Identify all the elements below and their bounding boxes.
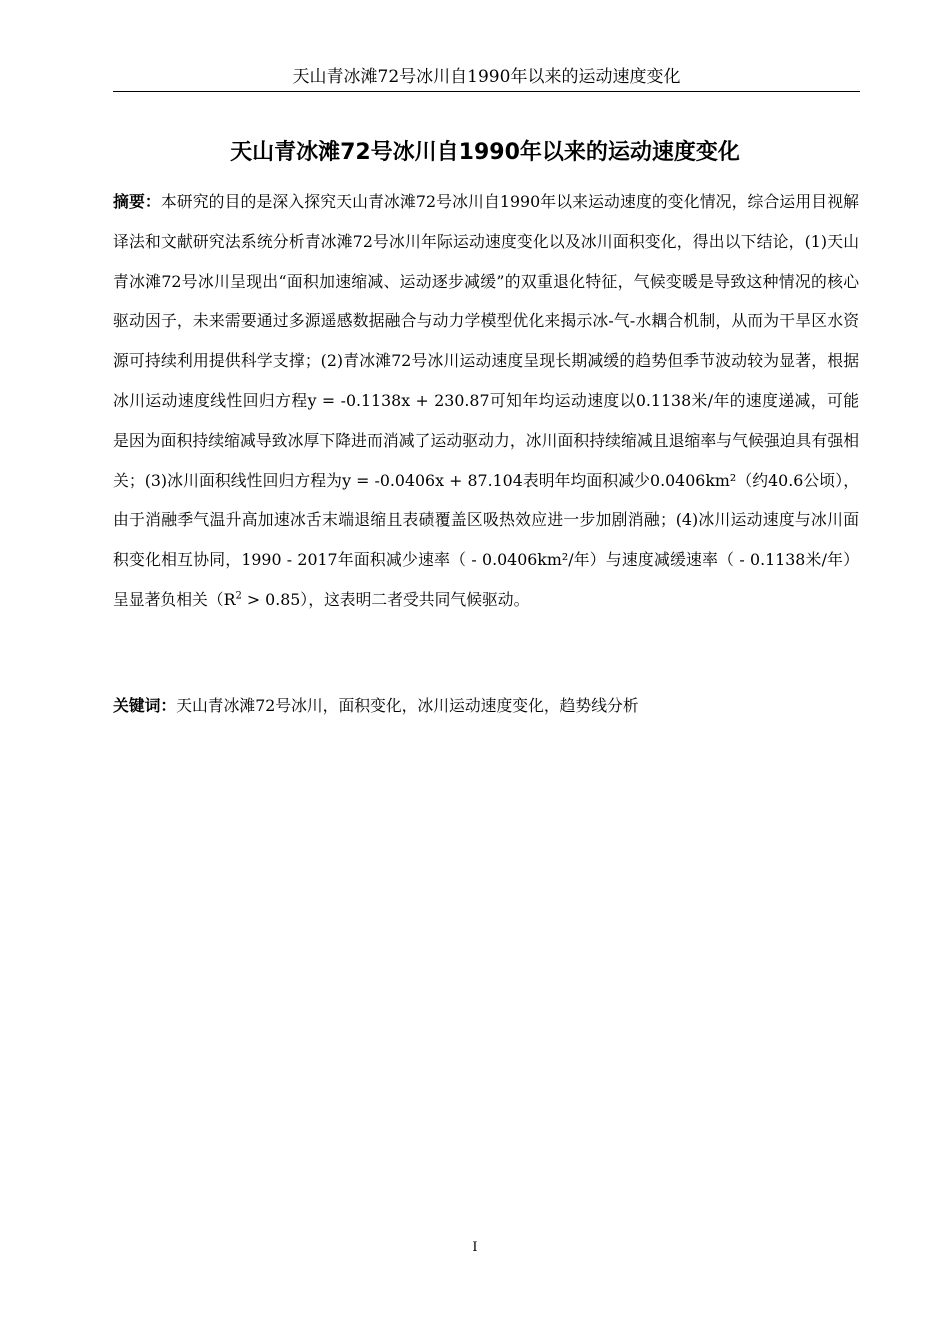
running-header: 天山青冰滩72号冰川自1990年以来的运动速度变化 bbox=[113, 66, 860, 92]
keywords-label: 关键词： bbox=[113, 696, 177, 715]
abstract-text-end: > 0.85），这表明二者受共同气候驱动。 bbox=[241, 589, 530, 609]
page-number: I bbox=[472, 1240, 478, 1255]
keywords-text: 天山青冰滩72号冰川，面积变化，冰川运动速度变化，趋势线分析 bbox=[176, 696, 639, 715]
abstract-text: 本研究的目的是深入探究天山青冰滩72号冰川自1990年以来运动速度的变化情况，综合运用目视解译法和文献研究法系统分析青冰滩72号冰川年际运动速度变化以及冰川面积变化，得出以下结论，(1)天山青冰滩72号冰川呈现出“面积加速缩减、运动逐步减缓”的双重退化特征，气候变暖是导致这种情况的核心驱动因子，未来需要通过多源遥感数据融合与动力学模型优化来揭示冰-气-水耦合机制，从而为干旱区水资源可持续利用提供科学支撑；(2)青冰滩72号冰川运动速度呈现长期减缓的趋势但季节波动较为显著，根据冰川运动速度线性回归方程y = -0.1138x + 230.87可知年均运动速度以0.1138米/年的速度递减，可能是因为面积持续缩减导致冰厚下降进而消减了运动驱动力，冰川面积持续缩减且退缩率与气候强迫具有强相关；(3)冰川面积线性回归方程为y = -0.0406x + 87.104表明年均面积减少0.0406km²（约40.6公顷），由于消融季气温升高加速冰舌末端退缩且表碛覆盖区吸热效应进一步加剧消融；(4)冰川运动速度与冰川面积变化相互协同，1990 - 2017年面积减少速率（ - 0.0406km²/年）与速度减缓速率（ - 0.1138米/年）呈显著负相关（R bbox=[113, 192, 859, 609]
paper-title: 天山青冰滩72号冰川自1990年以来的运动速度变化 bbox=[230, 140, 740, 165]
keywords-paragraph bbox=[113, 686, 859, 726]
r-squared-superscript: 2 bbox=[235, 590, 242, 602]
abstract-paragraph bbox=[113, 182, 859, 620]
abstract-label: 摘要： bbox=[113, 192, 161, 211]
